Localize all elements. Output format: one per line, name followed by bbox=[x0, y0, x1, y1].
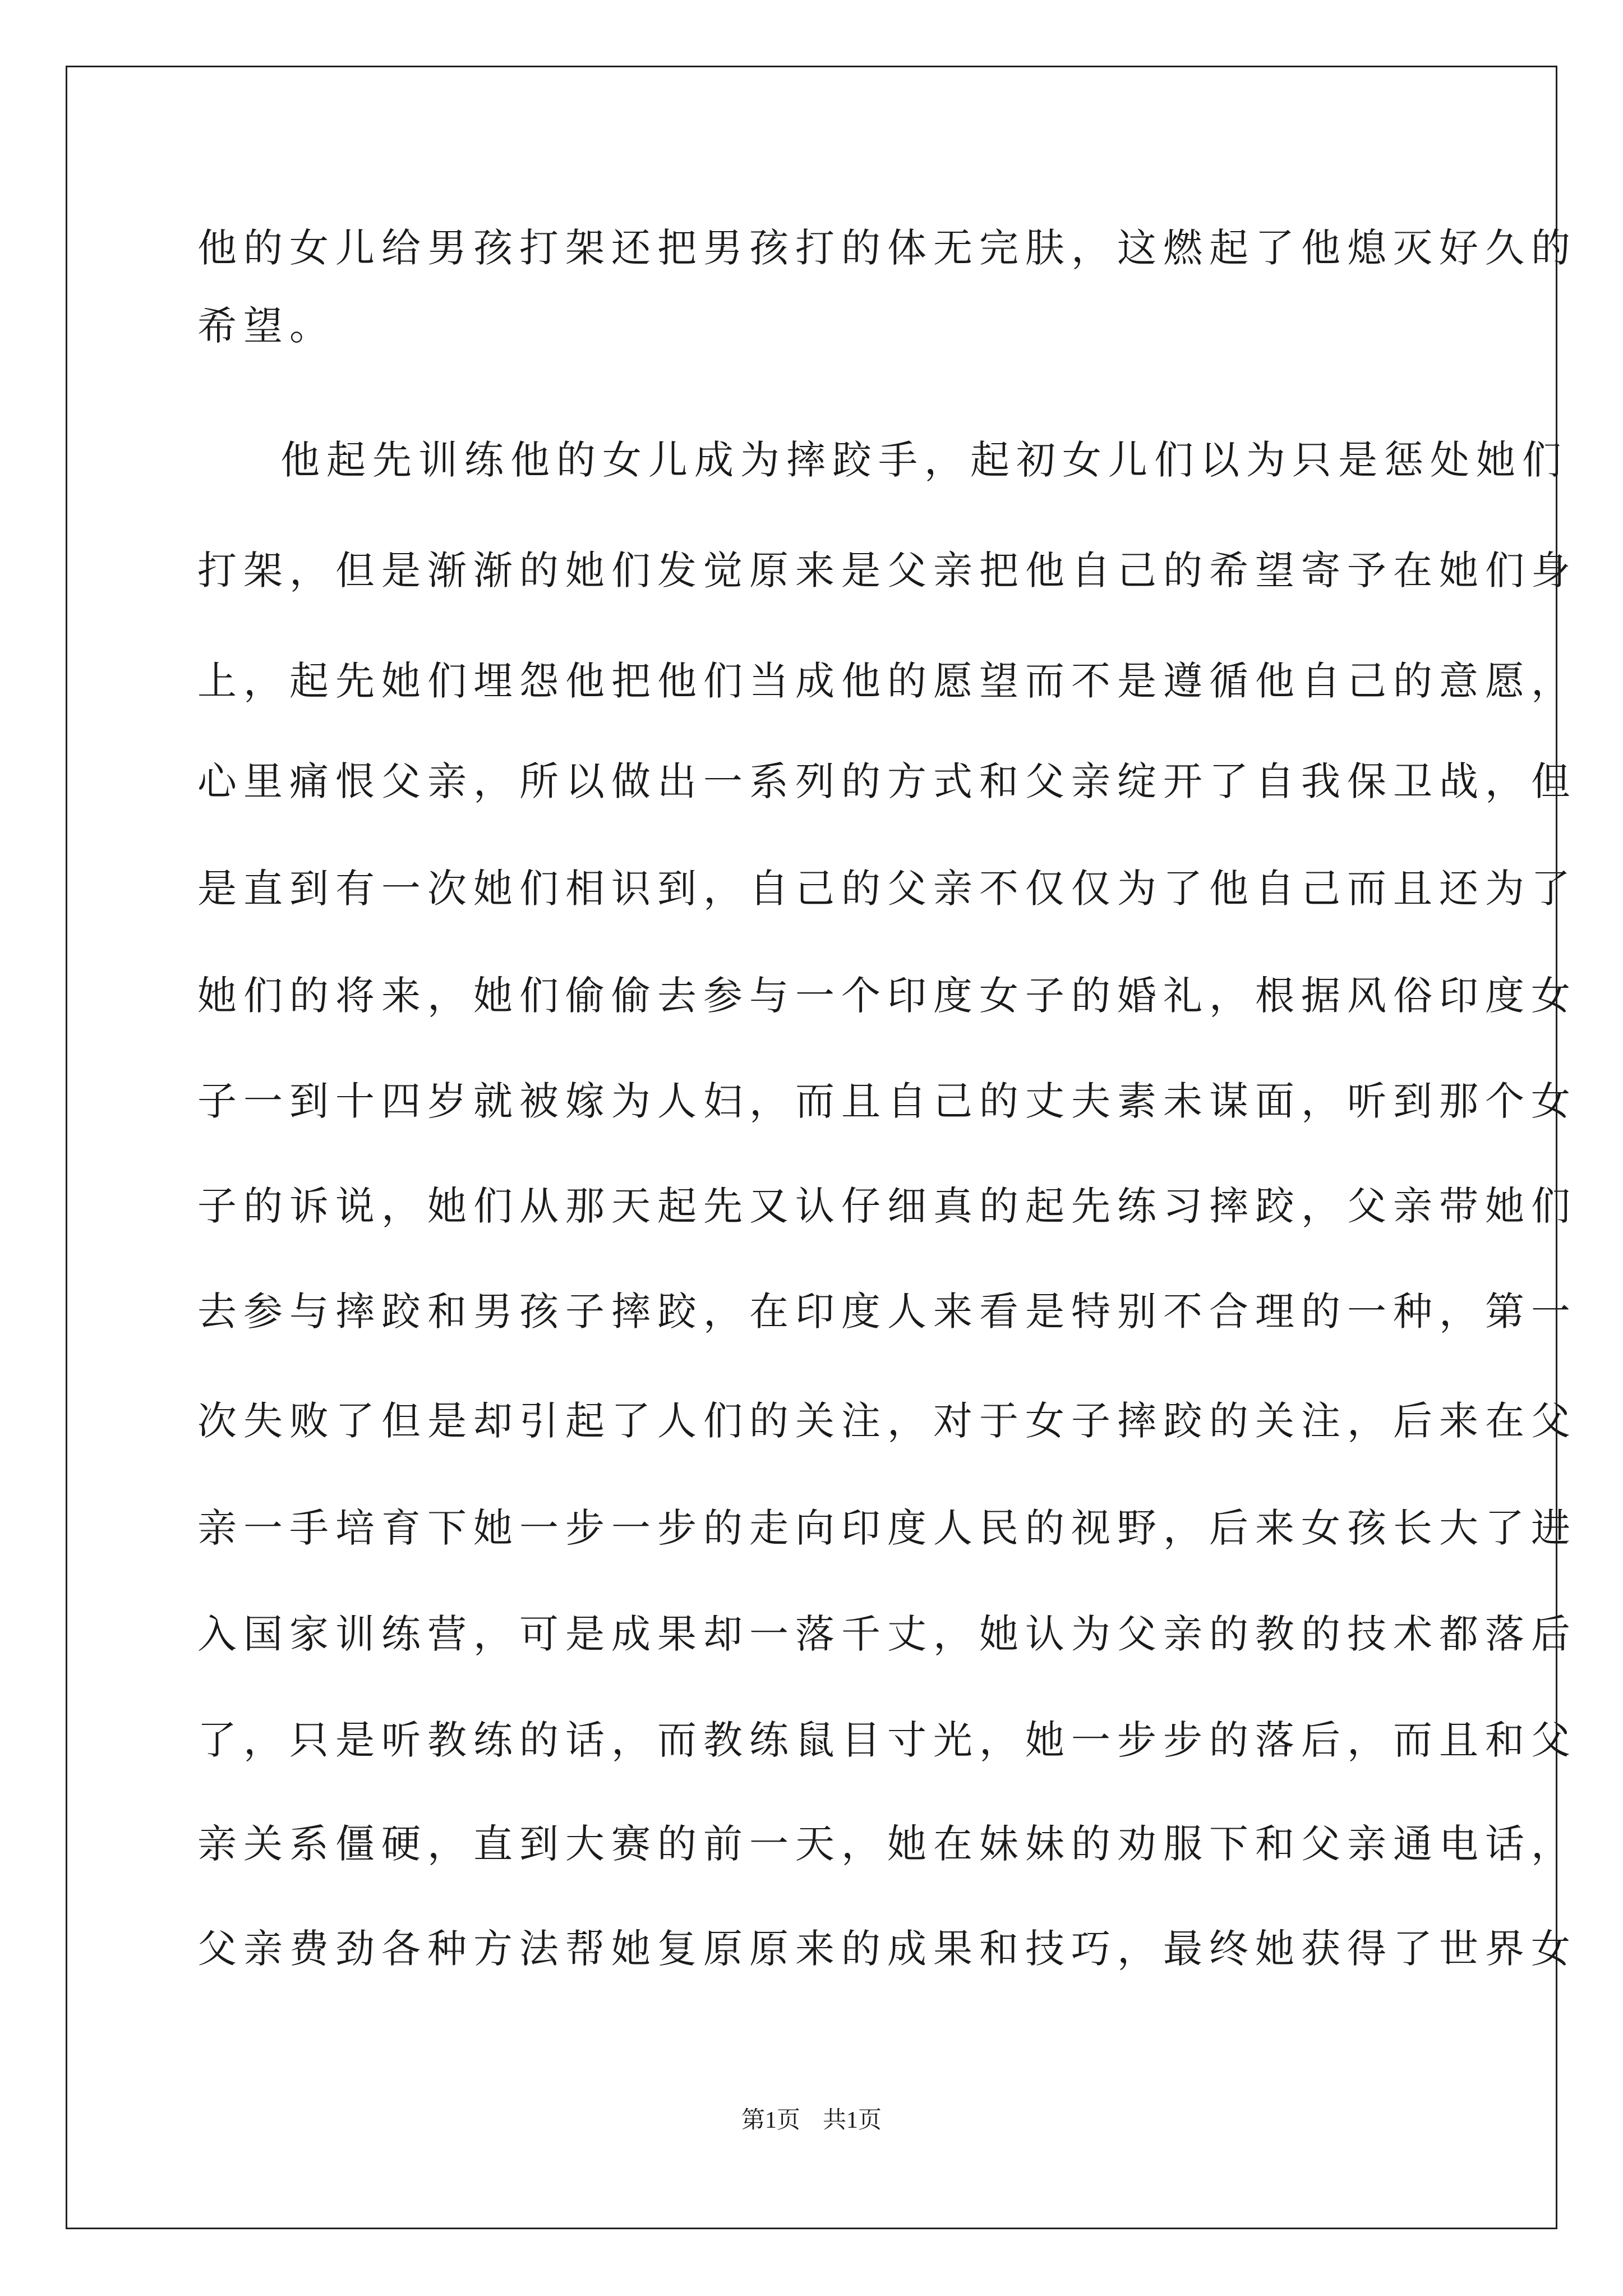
text-line-2: 希望。 bbox=[197, 303, 335, 349]
text-line-15: 了，只是听教练的话，而教练鼠目寸光，她一步步的落后，而且和父 bbox=[197, 1717, 1577, 1763]
text-line-6: 心里痛恨父亲，所以做出一系列的方式和父亲绽开了自我保卫战，但 bbox=[197, 758, 1577, 804]
text-line-9: 子一到十四岁就被嫁为人妇，而且自己的丈夫素未谋面，听到那个女 bbox=[197, 1078, 1577, 1124]
page-border bbox=[66, 66, 1577, 2229]
text-line-5: 上，起先她们埋怨他把他们当成他的愿望而不是遵循他自己的意愿， bbox=[197, 658, 1577, 704]
text-line-17: 父亲费劲各种方法帮她复原原来的成果和技巧，最终她获得了世界女 bbox=[197, 1926, 1577, 1972]
text-line-11: 去参与摔跤和男孩子摔跤，在印度人来看是特别不合理的一种，第一 bbox=[197, 1289, 1577, 1335]
text-line-10: 子的诉说，她们从那天起先又认仔细真的起先练习摔跤，父亲带她们 bbox=[197, 1183, 1577, 1229]
page-footer bbox=[0, 2104, 1623, 2137]
text-line-12: 次失败了但是却引起了人们的关注，对于女子摔跤的关注，后来在父 bbox=[197, 1398, 1577, 1444]
text-line-8: 她们的将来，她们偷偷去参与一个印度女子的婚礼，根据风俗印度女 bbox=[197, 973, 1577, 1019]
page-number: 第1页 bbox=[741, 2108, 800, 2133]
page-total: 共1页 bbox=[823, 2108, 882, 2133]
text-line-3: 他起先训练他的女儿成为摔跤手，起初女儿们以为只是惩处她们 bbox=[280, 437, 1568, 483]
text-line-16: 亲关系僵硬，直到大赛的前一天，她在妹妹的劝服下和父亲通电话， bbox=[197, 1821, 1577, 1867]
text-line-7: 是直到有一次她们相识到，自己的父亲不仅仅为了他自己而且还为了 bbox=[197, 866, 1577, 912]
text-line-14: 入国家训练营，可是成果却一落千丈，她认为父亲的教的技术都落后 bbox=[197, 1611, 1577, 1657]
text-line-1: 他的女儿给男孩打架还把男孩打的体无完肤，这燃起了他熄灭好久的 bbox=[197, 225, 1577, 271]
text-line-13: 亲一手培育下她一步一步的走向印度人民的视野，后来女孩长大了进 bbox=[197, 1505, 1577, 1551]
text-line-4: 打架，但是渐渐的她们发觉原来是父亲把他自己的希望寄予在她们身 bbox=[197, 547, 1577, 593]
